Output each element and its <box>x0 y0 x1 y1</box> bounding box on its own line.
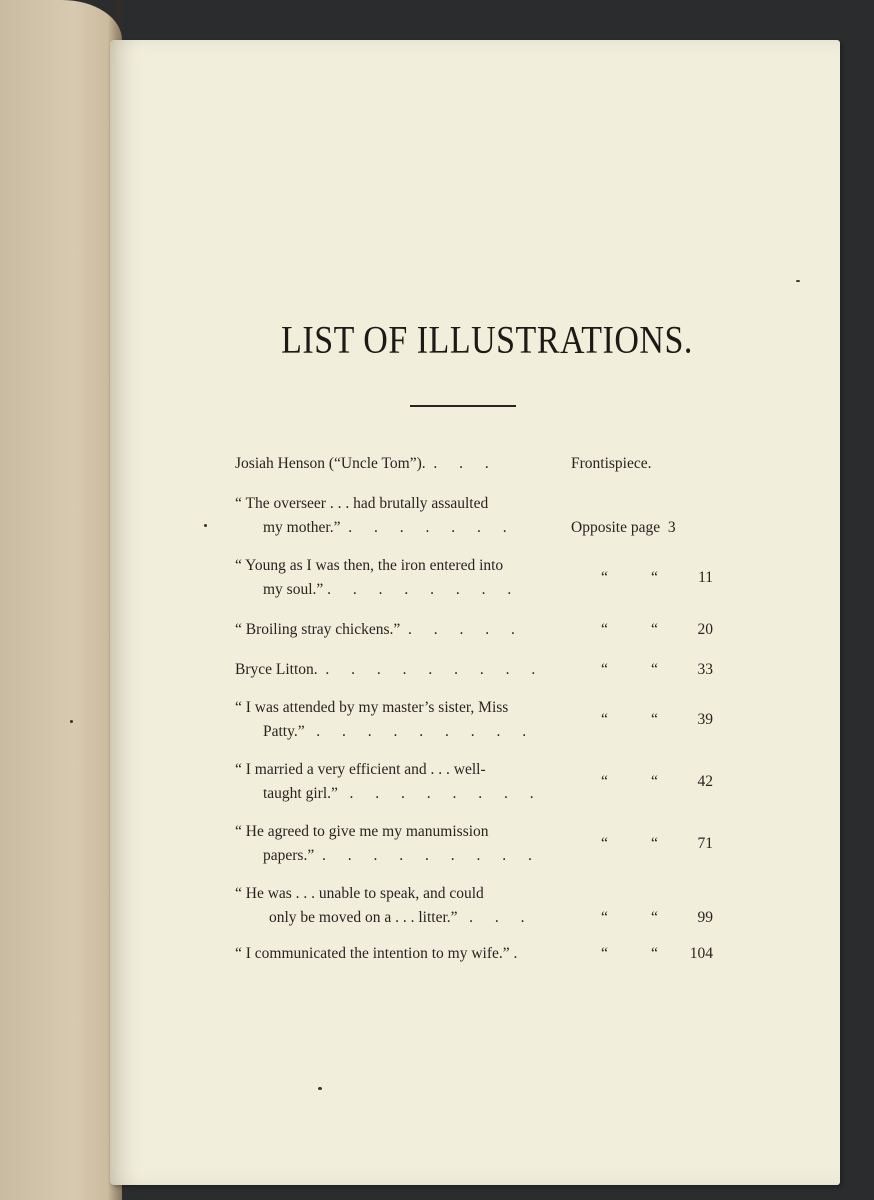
ditto-mark: “ <box>651 661 658 678</box>
paper-speck <box>796 280 800 282</box>
dot-leader: . <box>513 945 527 962</box>
entry-page-number: 42 <box>697 773 713 790</box>
entry-caption-cont: papers.” <box>263 847 315 864</box>
ditto-mark: “ <box>651 621 658 638</box>
list-item <box>235 492 705 540</box>
dot-leader: . . . . . . . . <box>349 785 543 802</box>
dot-leader: . . . . . <box>408 621 524 638</box>
list-item <box>235 554 713 602</box>
dot-leader: . . . <box>469 909 534 926</box>
list-item <box>235 658 713 682</box>
list-item <box>235 618 713 642</box>
entry-page-number: 71 <box>697 835 713 852</box>
ditto-mark: “ <box>651 945 658 962</box>
entry-reference: Frontispiece. <box>571 455 652 472</box>
entry-caption-cont: Patty.” <box>263 723 305 740</box>
paper-speck <box>318 1087 322 1090</box>
entry-page-number: 11 <box>698 569 713 586</box>
entry-reference: Opposite page <box>571 519 661 536</box>
paper-speck <box>70 720 73 723</box>
ditto-mark: “ <box>651 569 658 586</box>
list-item <box>235 820 713 868</box>
dot-leader: . . . . . . . . . <box>316 723 536 740</box>
dot-leader: . . . . . . . . . <box>321 847 541 864</box>
entry-caption: “ I married a very efficient and . . . well- <box>235 761 486 778</box>
entry-page-number: 33 <box>697 661 713 678</box>
ditto-mark: “ <box>601 569 608 586</box>
dot-leader: . . . . . . . <box>348 519 516 536</box>
list-item <box>235 696 713 744</box>
paper-speck <box>204 524 207 527</box>
ditto-mark: “ <box>651 835 658 852</box>
ditto-mark: “ <box>651 909 658 926</box>
ditto-mark: “ <box>651 773 658 790</box>
ditto-mark: “ <box>601 773 608 790</box>
illustrations-list <box>110 40 840 1185</box>
entry-page-number: 3 <box>667 519 676 536</box>
ditto-mark: “ <box>651 711 658 728</box>
dot-leader: . . . . . . . . <box>327 581 521 598</box>
dot-leader: . . . <box>433 455 498 472</box>
ditto-mark: “ <box>601 909 608 926</box>
entry-caption: “ The overseer . . . had brutally assaulted <box>235 495 489 512</box>
entry-caption: “ He was . . . unable to speak, and could <box>235 885 484 902</box>
book-page <box>110 40 840 1185</box>
entry-caption-cont: my soul.” <box>263 581 324 598</box>
entry-page-number: 39 <box>697 711 713 728</box>
page-title: LIST OF ILLUSTRATIONS. <box>281 319 693 362</box>
entry-page-number: 20 <box>697 621 713 638</box>
list-item <box>235 758 713 806</box>
entry-caption: “ Young as I was then, the iron entered into <box>235 557 504 574</box>
entry-caption: “ He agreed to give me my manumission <box>235 823 489 840</box>
left-page-edge <box>0 0 122 1200</box>
ditto-mark: “ <box>601 661 608 678</box>
ditto-mark: “ <box>601 711 608 728</box>
entry-page-number: 104 <box>689 945 713 962</box>
list-item <box>235 452 705 476</box>
entry-caption: “ I communicated the intention to my wife.” <box>235 945 510 962</box>
entry-caption: “ I was attended by my master’s sister, Miss <box>235 699 509 716</box>
entry-caption-cont: only be moved on a . . . litter.” <box>269 909 458 926</box>
entry-caption-cont: my mother.” <box>263 519 341 536</box>
entry-caption: “ Broiling stray chickens.” <box>235 621 401 638</box>
dot-leader: . . . . . . . . . <box>325 661 545 678</box>
list-item <box>235 882 713 930</box>
ditto-mark: “ <box>601 621 608 638</box>
entry-page-number: 99 <box>697 909 713 926</box>
ditto-mark: “ <box>601 945 608 962</box>
entry-caption: Bryce Litton. <box>235 661 318 678</box>
entry-caption: Josiah Henson (“Uncle Tom”). <box>235 455 426 472</box>
ditto-mark: “ <box>601 835 608 852</box>
entry-caption-cont: taught girl.” <box>263 785 338 802</box>
list-item <box>235 942 713 966</box>
